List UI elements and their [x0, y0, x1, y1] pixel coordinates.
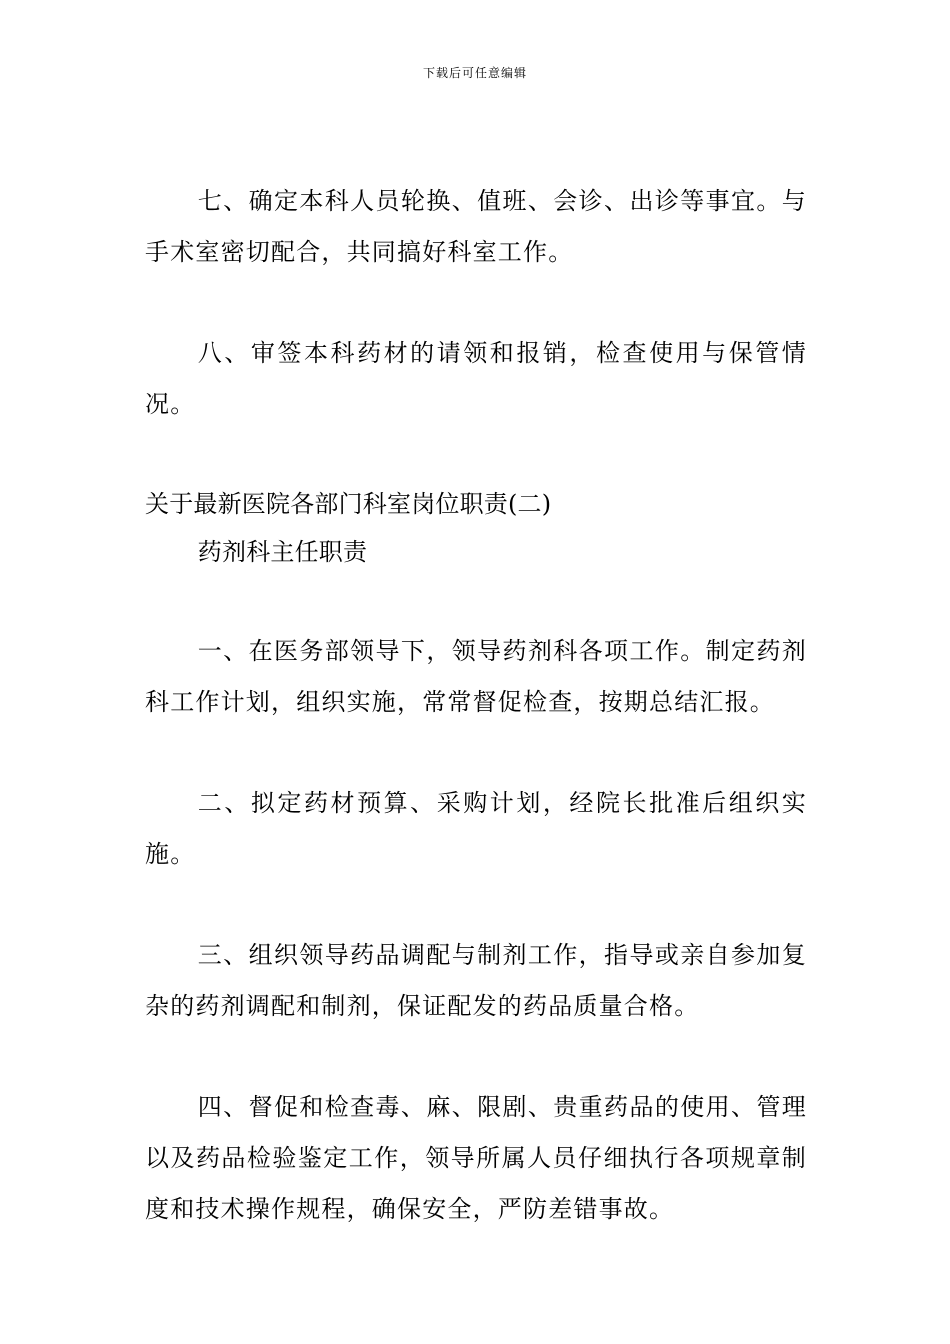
page-header: 下载后可任意编辑 [422, 66, 527, 80]
paragraph-one: 一、在医务部领导下，领导药剂科各项工作。制定药剂科工作计划，组织实施，常常督促检查，按期总结汇报。 [145, 637, 807, 716]
paragraph-two: 二、拟定药材预算、采购计划，经院长批准后组织实施。 [145, 789, 807, 868]
section-subtitle: 药剂科主任职责 [197, 538, 368, 566]
section-title: 关于最新医院各部门科室岗位职责(二) [145, 490, 552, 518]
paragraph-four: 四、督促和检查毒、麻、限剧、贵重药品的使用、管理以及药品检验鉴定工作，领导所属人员仔细执行各项规章制度和技术操作规程，确保安全，严防差错事故。 [145, 1093, 807, 1223]
paragraph-three: 三、组织领导药品调配与制剂工作，指导或亲自参加复杂的药剂调配和制剂，保证配发的药品质量合格。 [145, 941, 807, 1020]
paragraph-eight: 八、审签本科药材的请领和报销，检查使用与保管情况。 [145, 339, 807, 418]
document-body [145, 176, 807, 1285]
paragraph-seven: 七、确定本科人员轮换、值班、会诊、出诊等事宜。与手术室密切配合，共同搞好科室工作。 [145, 187, 807, 266]
